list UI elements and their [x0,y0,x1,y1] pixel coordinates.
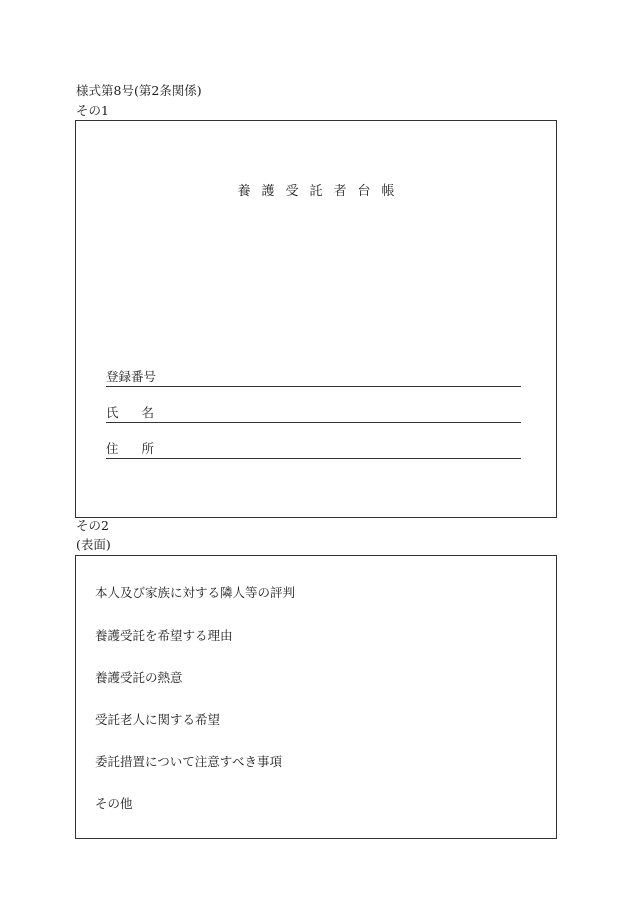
list-item: 養護受託の熱意 [95,670,183,685]
name-label: 氏名 [106,405,178,420]
part2-sublabel: (表面) [76,537,111,552]
name-field[interactable] [106,406,521,423]
list-item: 受託老人に関する希望 [95,712,221,727]
list-item: 本人及び家族に対する隣人等の評判 [95,585,296,600]
address-label: 住所 [106,441,178,456]
part1-frame [75,120,557,518]
part1-label: その1 [76,103,109,118]
list-item: 養護受託を希望する理由 [95,628,233,643]
registration-number-label: 登録番号 [106,369,157,384]
part2-frame [75,555,557,839]
list-item: その他 [95,796,133,811]
registration-number-field[interactable] [106,370,521,387]
ledger-title: 養護受託者台帳 [237,184,406,199]
address-field[interactable] [106,442,521,459]
form-number-label: 様式第8号(第2条関係) [76,83,202,98]
list-item: 委託措置について注意すべき事項 [95,754,283,769]
part2-label: その2 [76,518,109,533]
